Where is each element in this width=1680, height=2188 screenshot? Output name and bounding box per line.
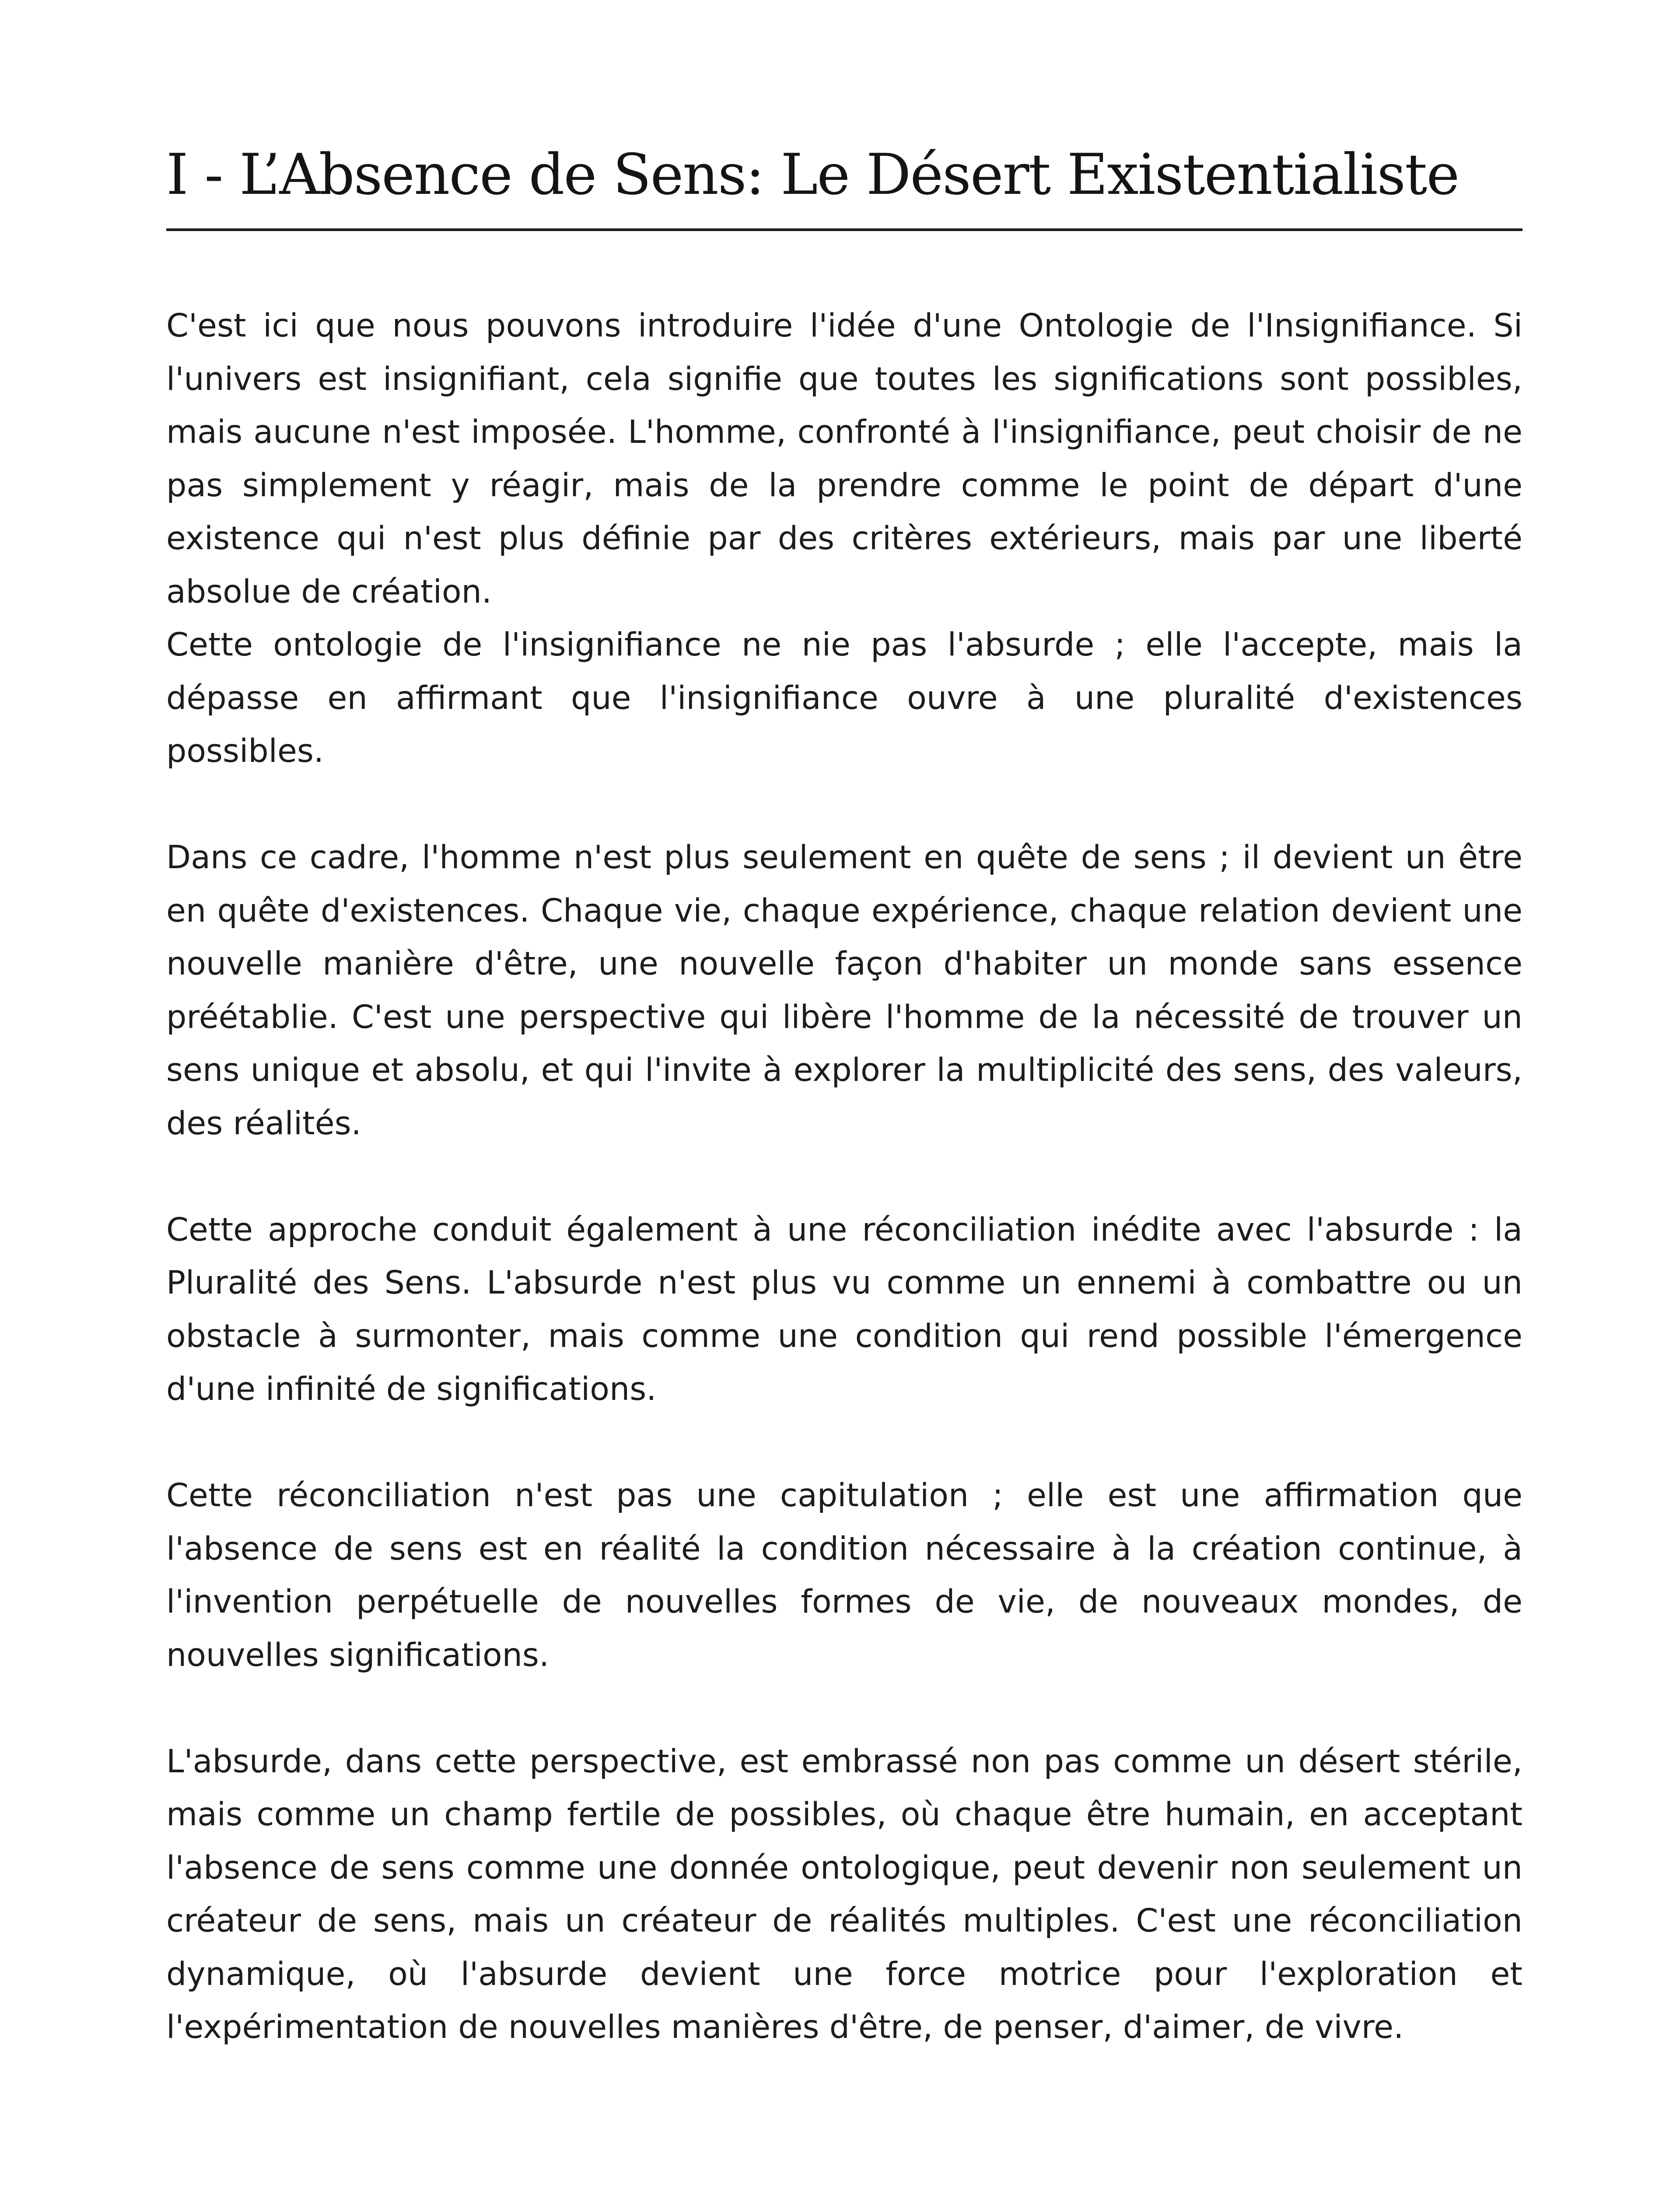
body-text xyxy=(166,299,1522,2054)
paragraph-5: Cette réconciliation n'est pas une capitulation ; elle est une affirmation que l'absence de sens est en réalité la condition nécessaire à la création continue, à l'invention perpétuelle de nouvelles formes de vie, de nouveaux mondes, de nouvelles significations. xyxy=(166,1477,1522,1674)
paragraph-3: Dans ce cadre, l'homme n'est plus seulement en quête de sens ; il devient un être en quête d'existences. Chaque vie, chaque expérience, chaque relation devient une nouvelle manière d'être, une nouvelle façon d'habiter un monde sans essence préétablie. C'est une perspective qui libère l'homme de la nécessité de trouver un sens unique et absolu, et qui l'invite à explorer la multiplicité des sens, des valeurs, des réalités. xyxy=(166,839,1522,1142)
chapter-title: I - L’Absence de Sens: Le Désert Existentialiste xyxy=(166,142,1459,207)
paragraph-4: Cette approche conduit également à une réconciliation inédite avec l'absurde : la Pluralité des Sens. L'absurde n'est plus vu comme un ennemi à combattre ou un obstacle à surmonter, mais comme une condition qui rend possible l'émergence d'une infinité de significations. xyxy=(166,1211,1522,1408)
paragraph-spacer xyxy=(166,1416,1522,1469)
title-divider xyxy=(166,228,1522,231)
paragraph-1: C'est ici que nous pouvons introduire l'idée d'une Ontologie de l'Insignifiance. Si l'univers est insignifiant, cela signifie que toutes les significations sont possibles, mais aucune n'est imposée. L'homme, confronté à l'insignifiance, peut choisir de ne pas simplement y réagir, mais de la prendre comme le point de départ d'une existence qui n'est plus définie par des critères extérieurs, mais par une liberté absolue de création. xyxy=(166,307,1522,610)
paragraph-spacer xyxy=(166,778,1522,831)
paragraph-6: L'absurde, dans cette perspective, est embrassé non pas comme un désert stérile, mais comme un champ fertile de possibles, où chaque être humain, en acceptant l'absence de sens comme une donnée ontologique, peut devenir non seulement un créateur de sens, mais un créateur de réalités multiples. C'est une réconciliation dynamique, où l'absurde devient une force motrice pour l'exploration et l'expérimentation de nouvelles manières d'être, de penser, d'aimer, de vivre. xyxy=(166,1743,1522,2046)
paragraph-2: Cette ontologie de l'insignifiance ne nie pas l'absurde ; elle l'accepte, mais la dépasse en affirmant que l'insignifiance ouvre à une pluralité d'existences possibles. xyxy=(166,626,1522,770)
paragraph-spacer xyxy=(166,1150,1522,1203)
paragraph-spacer xyxy=(166,1682,1522,1735)
